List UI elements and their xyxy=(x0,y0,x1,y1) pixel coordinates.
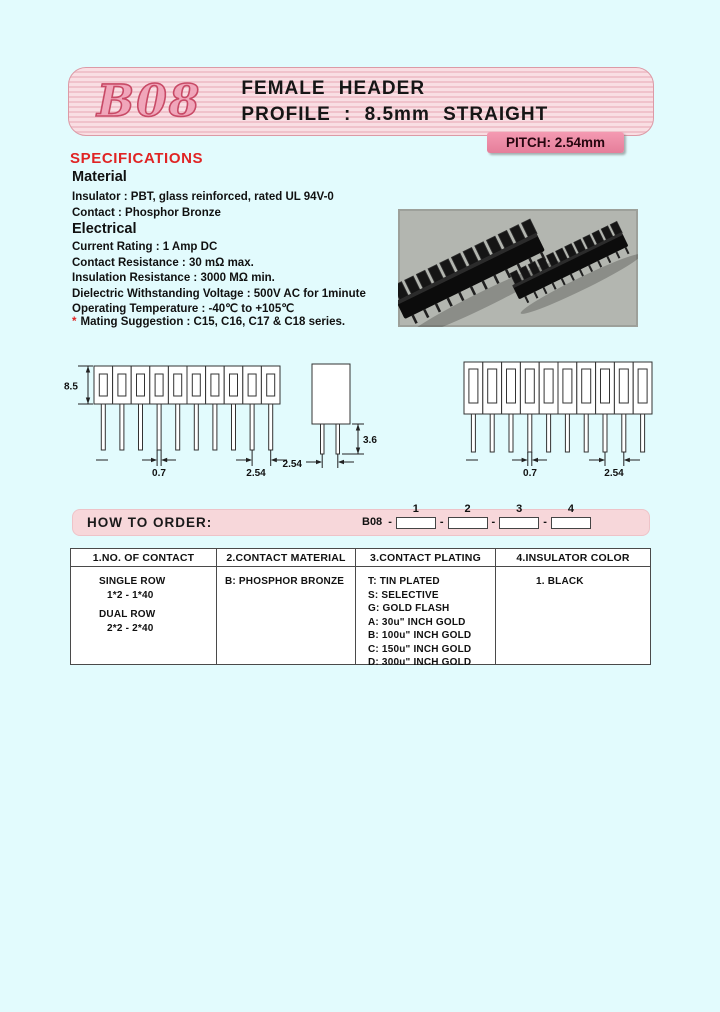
table-line: B: 100u" INCH GOLD xyxy=(368,630,472,641)
table-cell-contact-count xyxy=(71,567,217,664)
mating-note-text: Mating Suggestion : C15, C16, C17 & C18 series. xyxy=(80,316,346,328)
table-cell-insulator-color xyxy=(496,567,650,664)
table-header-contact-count: 1.NO. OF CONTACT xyxy=(71,549,217,567)
table-line: 1. BLACK xyxy=(536,576,584,587)
pitch-badge: PITCH: 2.54mm xyxy=(487,132,624,153)
table-header-contact-material: 2.CONTACT MATERIAL xyxy=(217,549,356,567)
dim-tail-label: 3.6 xyxy=(363,435,377,446)
table-header-insulator-color: 4.INSULATOR COLOR xyxy=(496,549,650,567)
order-position-2 xyxy=(448,504,488,529)
product-subtitle: PROFILE : 8.5mm STRAIGHT xyxy=(241,103,549,125)
table-line: 1*2 - 1*40 xyxy=(107,589,154,601)
mating-note xyxy=(72,316,345,328)
electrical-line: Dielectric Withstanding Voltage : 500V AC for 1minute xyxy=(72,287,366,300)
order-separator: - xyxy=(543,516,547,528)
order-separator: - xyxy=(388,516,392,528)
order-position-number: 3 xyxy=(516,503,523,515)
table-line: C: 150u" INCH GOLD xyxy=(368,643,472,655)
table-cell-contact-plating xyxy=(356,567,496,668)
material-heading: Material xyxy=(72,169,127,185)
drawing-front-view-left xyxy=(64,366,287,479)
order-position-3 xyxy=(499,504,539,529)
table-cell-contact-material xyxy=(217,567,356,664)
table-line: D: 300u" INCH GOLD xyxy=(368,657,472,668)
product-photo xyxy=(398,209,638,327)
order-position-number: 1 xyxy=(412,503,419,515)
drawing-side-view xyxy=(283,364,378,470)
order-code-prefix: B08 xyxy=(362,516,383,528)
table-line: SINGLE ROW xyxy=(99,576,166,587)
electrical-line: Insulation Resistance : 3000 MΩ min. xyxy=(72,272,275,284)
order-table xyxy=(70,548,651,668)
material-line: Insulator : PBT, glass reinforced, rated UL 94V-0 xyxy=(72,191,334,203)
mating-note-star: * xyxy=(72,316,77,328)
electrical-line: Current Rating : 1 Amp DC xyxy=(72,241,218,253)
table-header-contact-plating: 3.CONTACT PLATING xyxy=(356,549,496,567)
electrical-line: Operating Temperature : -40℃ to +105℃ xyxy=(72,303,295,315)
order-position-box xyxy=(448,517,488,529)
order-position-box xyxy=(499,517,539,529)
electrical-lines xyxy=(72,240,366,318)
table-line: A: 30u" INCH GOLD xyxy=(368,616,466,628)
electrical-line: Contact Resistance : 30 mΩ max. xyxy=(72,256,254,269)
table-line: 2*2 - 2*40 xyxy=(107,622,154,634)
order-separator: - xyxy=(439,516,444,528)
order-position-box xyxy=(396,517,436,529)
table-line: DUAL ROW xyxy=(99,609,156,620)
material-line: Contact : Phosphor Bronze xyxy=(72,207,221,219)
electrical-heading: Electrical xyxy=(72,221,137,237)
how-to-order-heading: HOW TO ORDER: xyxy=(87,515,213,530)
order-position-number: 4 xyxy=(567,503,574,515)
order-position-number: 2 xyxy=(464,503,471,515)
dim-pitch-label: 2.54 xyxy=(246,468,266,479)
drawing-front-view-right xyxy=(464,362,652,479)
order-position-box xyxy=(551,517,591,529)
specifications-heading: SPECIFICATIONS xyxy=(70,150,204,167)
technical-drawings xyxy=(60,352,660,492)
table-line: S: SELECTIVE xyxy=(368,589,439,601)
order-separator: - xyxy=(491,516,496,528)
product-title: FEMALE HEADER xyxy=(241,77,426,99)
table-line: T: TIN PLATED xyxy=(368,576,440,587)
dim-pin-width-label-right: 0.7 xyxy=(523,468,537,479)
header-banner xyxy=(68,67,654,136)
order-code xyxy=(362,504,591,529)
dim-height-label: 8.5 xyxy=(64,381,78,393)
model-logo: B08 xyxy=(97,75,202,127)
order-position-4 xyxy=(551,504,591,529)
table-line: B: PHOSPHOR BRONZE xyxy=(225,576,345,587)
table-line: G: GOLD FLASH xyxy=(368,603,450,614)
product-titles xyxy=(241,76,548,128)
dim-pin-width-label: 0.7 xyxy=(152,468,166,479)
dim-pitch-label-right: 2.54 xyxy=(604,468,624,479)
order-position-1 xyxy=(396,504,436,529)
dim-side-pitch-label: 2.54 xyxy=(282,459,302,470)
material-lines xyxy=(72,189,334,221)
